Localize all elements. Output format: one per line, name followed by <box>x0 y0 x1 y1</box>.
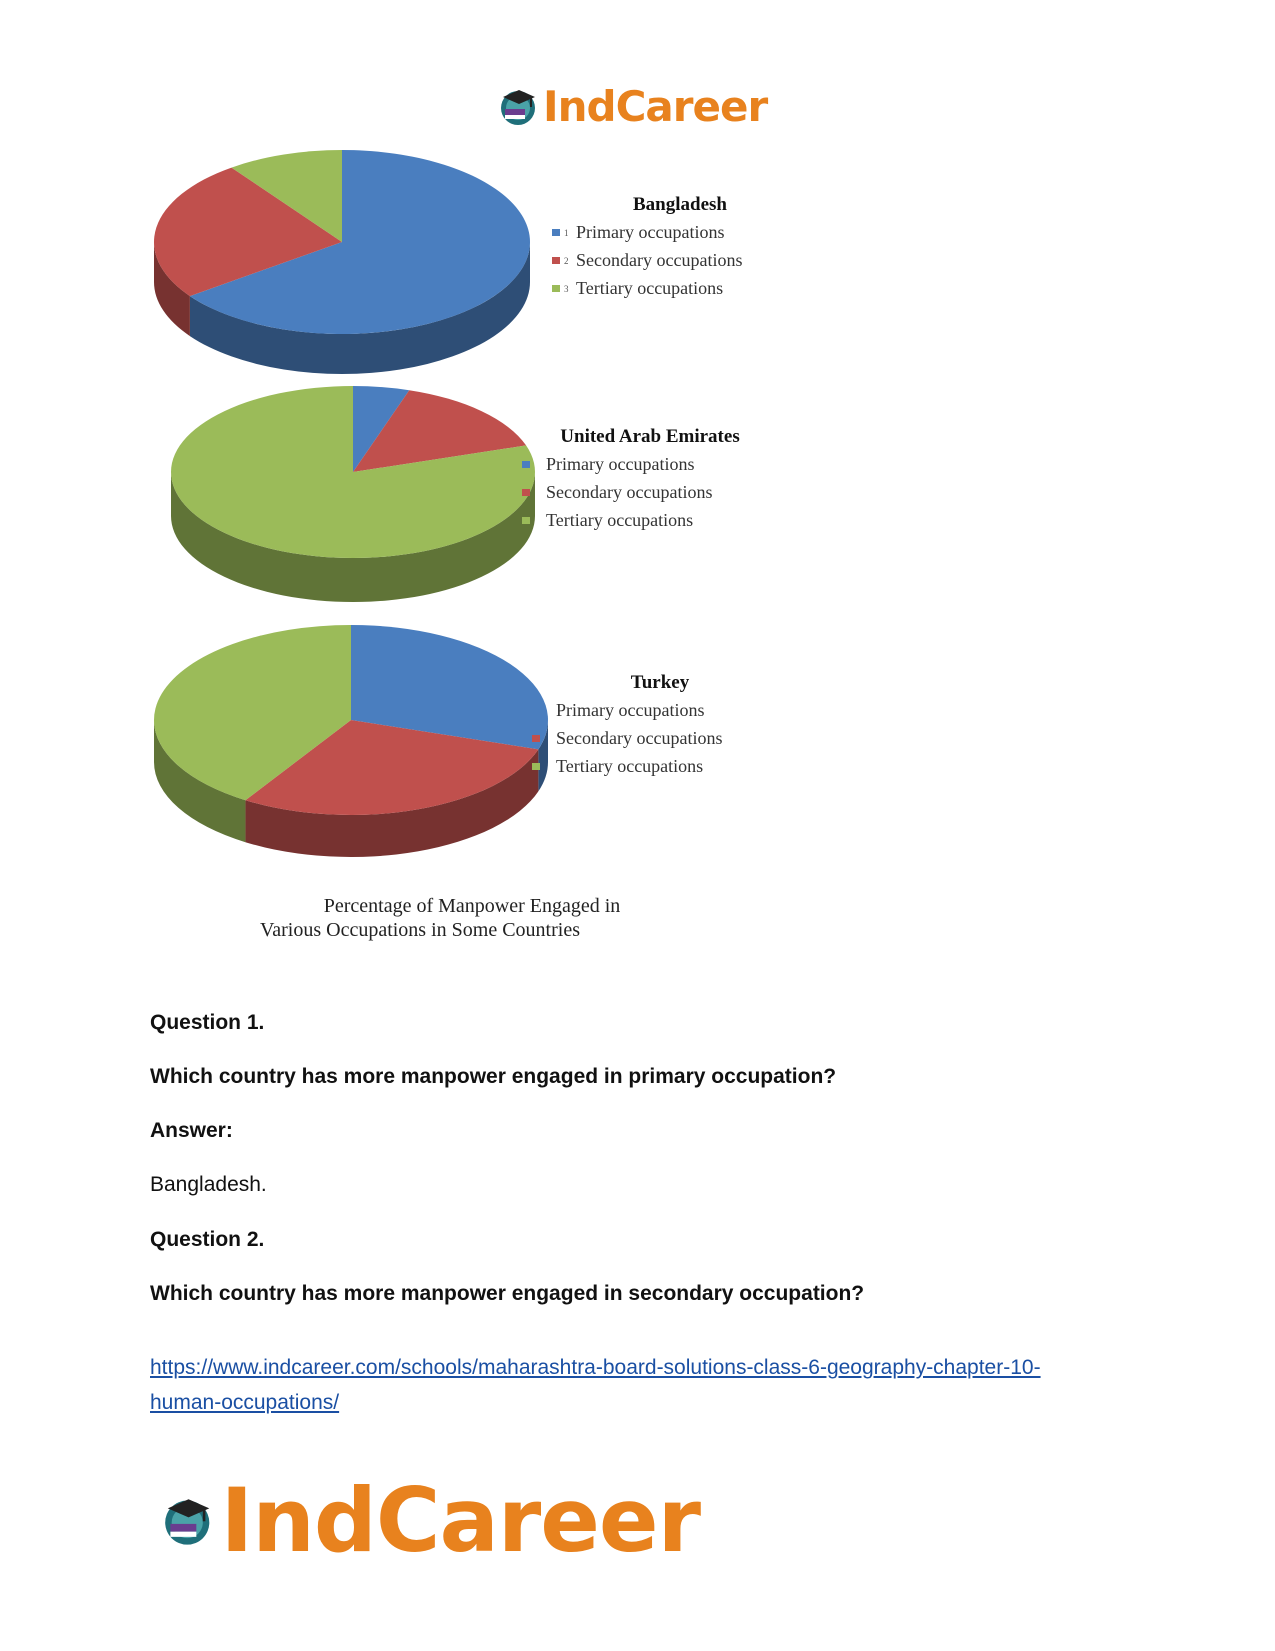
legend-label-2-1: Secondary occupations <box>556 728 723 748</box>
legend-label-1-2: Tertiary occupations <box>546 510 694 530</box>
legend-label-0-1: Secondary occupations <box>576 250 743 270</box>
legend-swatch-0-0 <box>552 229 560 236</box>
legend-swatch-2-2 <box>532 763 540 770</box>
question-1-label: Question 1. <box>150 1011 265 1034</box>
source-link-line-1[interactable]: https://www.indcareer.com/schools/maharashtra-board-solutions-class-6-geography-chapter-10- <box>150 1356 1041 1379</box>
graduation-cap-globe-icon <box>160 1477 214 1563</box>
legend-swatch-2-0 <box>532 707 540 714</box>
pie-charts-figure <box>150 150 850 1000</box>
legend-label-2-2: Tertiary occupations <box>556 756 704 776</box>
legend-title-0: Bangladesh <box>633 194 727 215</box>
question-2-text: Which country has more manpower engaged in secondary occupation? <box>150 1282 865 1305</box>
source-link-line-2[interactable]: human-occupations/ <box>150 1391 340 1414</box>
question-1-text: Which country has more manpower engaged in primary occupation? <box>150 1065 837 1088</box>
figure-caption-line-2: Various Occupations in Some Countries <box>260 919 580 941</box>
legend-title-1: United Arab Emirates <box>560 426 740 447</box>
legend-label-2-0: Primary occupations <box>556 700 705 720</box>
graduation-cap-globe-icon <box>497 85 539 127</box>
legend-swatch-0-1 <box>552 257 560 264</box>
figure-caption-line-1: Percentage of Manpower Engaged in <box>323 895 621 917</box>
brand-name-large: IndCareer <box>220 1468 700 1572</box>
legend-swatch-1-2 <box>522 517 530 524</box>
footer-logo <box>160 1470 700 1570</box>
legend-swatch-0-2 <box>552 285 560 292</box>
answer-label: Answer: <box>150 1119 233 1142</box>
legend-marker-0-1: 2 <box>564 256 569 266</box>
legend-swatch-1-1 <box>522 489 530 496</box>
legend-marker-0-0: 1 <box>564 228 569 238</box>
legend-title-2: Turkey <box>630 672 690 693</box>
answer-1-text: Bangladesh. <box>150 1173 267 1196</box>
legend-label-0-0: Primary occupations <box>576 222 725 242</box>
legend-label-0-2: Tertiary occupations <box>576 278 724 298</box>
question-2-label: Question 2. <box>150 1228 265 1251</box>
legend-label-1-0: Primary occupations <box>546 454 695 474</box>
legend-marker-0-2: 3 <box>564 284 569 294</box>
brand-name: IndCareer <box>543 81 768 131</box>
source-link[interactable] <box>150 1350 1150 1420</box>
legend-swatch-1-0 <box>522 461 530 468</box>
legend-label-1-1: Secondary occupations <box>546 482 713 502</box>
legend-swatch-2-1 <box>532 735 540 742</box>
header-logo <box>497 80 777 132</box>
pie-charts-svg <box>150 150 850 1000</box>
